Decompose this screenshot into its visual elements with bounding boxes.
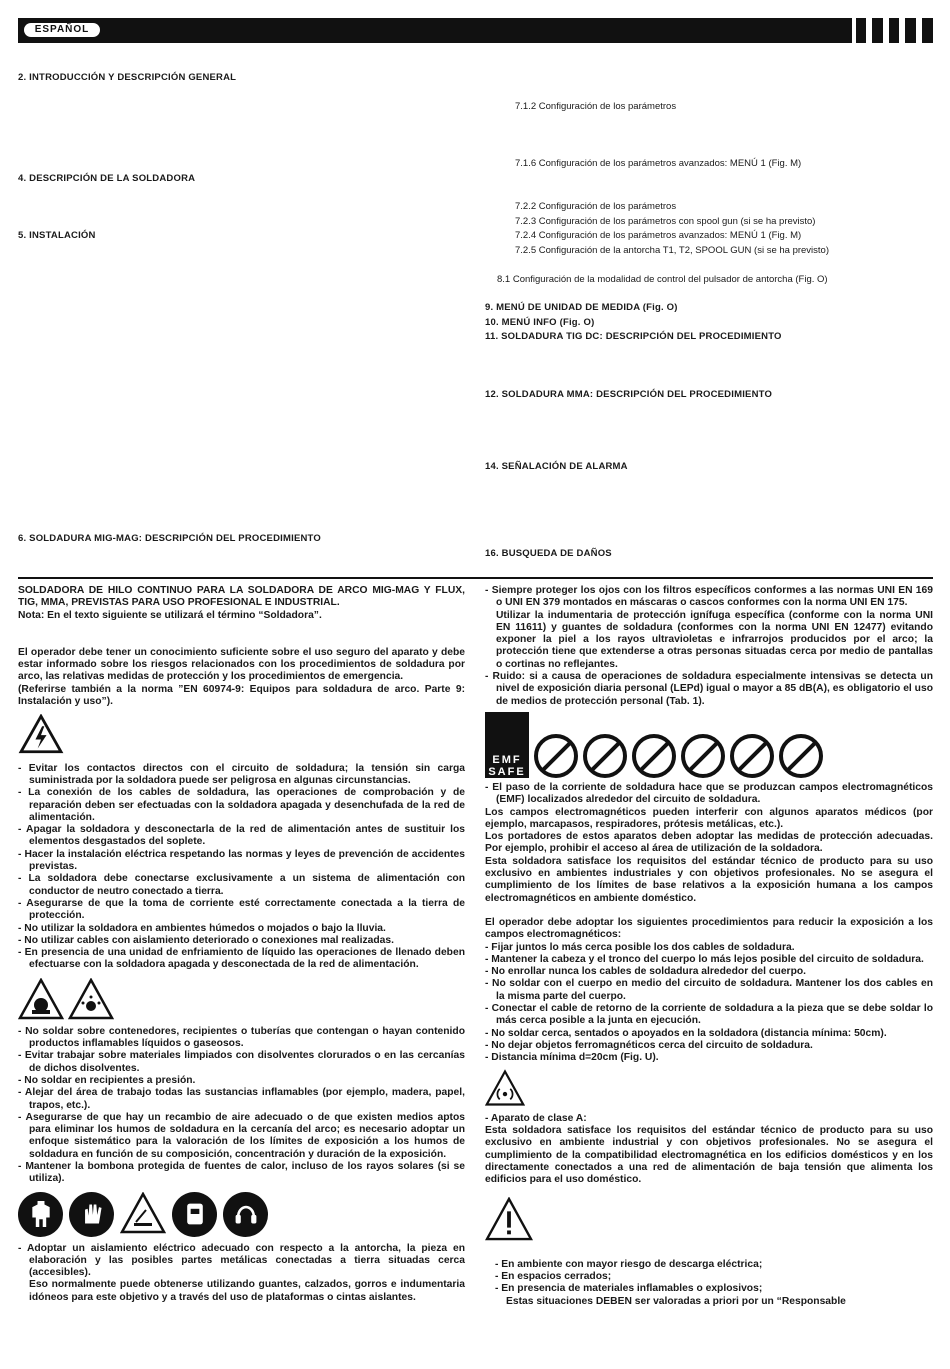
list-item: - Asegurarse de que la toma de corriente esté correctamente conectada a la tierra de protección. <box>18 897 465 922</box>
radiation-warning-icon <box>485 1069 525 1107</box>
fire-warning-icons <box>18 978 465 1020</box>
toc-subitem: 7.1.2 Configuración de los parámetros <box>515 101 677 112</box>
toc-subitem: 7.2.2 Configuración de los parámetros <box>515 201 677 212</box>
toc-item: 10. MENÚ INFO (Fig. O) <box>485 317 595 328</box>
list-item: - Asegurarse de que hay un recambio de aire adecuado o de que existen medios aptos para eliminar los humos de soldadura en la cercanía del arco; es necesario adoptar un enfoque sistemático para la valoración de los límites de exposición a los humos de soldadura en función de su composición, concentración y duración de la exposición. <box>18 1111 465 1160</box>
welding-mask-icon <box>172 1192 217 1237</box>
list-item: - La conexión de los cables de soldadura, las operaciones de comprobación y de reparación deben ser efectuadas con la soldadora apagada y desenchufada de la red de alimentación. <box>18 787 465 823</box>
left-column <box>18 585 465 1304</box>
toc-item: 16. BUSQUEDA DE DAÑOS <box>485 548 612 559</box>
toc-subitem: 7.2.4 Configuración de los parámetros avanzados: MENÚ 1 (Fig. M) <box>515 230 802 241</box>
toc-item: 5. INSTALACIÓN <box>18 230 96 241</box>
list-item: - Mantener la bombona protegida de fuentes de calor, incluso de los rayos solares (si se utiliza). <box>18 1160 465 1185</box>
list-item: - Evitar trabajar sobre materiales limpiados con disolventes clorurados o en las cercanías de dichos disolventes. <box>18 1050 465 1074</box>
no-metal-prosthesis-icon <box>632 734 676 778</box>
operator-paragraph: El operador debe tener un conocimiento suficiente sobre el uso seguro del aparato y debe estar informado sobre los riesgos relacionados con los procedimientos de soldadura por arco, las relativas medidas de protección y los procedimientos de emergencia. <box>18 646 465 683</box>
section-divider <box>18 577 933 579</box>
toc-item: 6. SOLDADURA MIG-MAG: DESCRIPCIÓN DEL PROCEDIMIENTO <box>18 533 321 544</box>
intro-title: SOLDADORA DE HILO CONTINUO PARA LA SOLDADORA DE ARCO MIG-MAG Y FLUX, TIG, MMA, PREVISTAS PARA USO PROFESIONAL E INDUSTRIAL. <box>18 585 465 609</box>
emf-safe-icon: EMF SAFE <box>485 712 529 778</box>
paragraph: Los portadores de estos aparatos deben adoptar las medidas de protección adecuadas. Por ejemplo, prohibir el acceso al área de utilización de la soldadora. <box>485 831 933 855</box>
list-item: - No soldar con el cuerpo en medio del circuito de soldadura. Mantener los dos cables en la misma parte del cuerpo. <box>485 978 933 1002</box>
no-pacemaker-icon <box>534 734 578 778</box>
list-item: - En ambiente con mayor riesgo de descarga eléctrica; <box>495 1258 763 1270</box>
no-tools-icon <box>730 734 774 778</box>
toc-subitem: 7.1.6 Configuración de los parámetros avanzados: MENÚ 1 (Fig. M) <box>515 158 802 169</box>
paragraph: Los campos electromagnéticos pueden interferir con algunos aparatos médicos (por ejemplo, marcapasos, respiradores, prótesis metálicas, etc.). <box>485 806 933 830</box>
list-item: - Conectar el cable de retorno de la corriente de soldadura a la pieza que se debe soldar lo más cerca posible a la junta en ejecución. <box>485 1003 933 1027</box>
list-item: - No dejar objetos ferromagnéticos cerca del circuito de soldadura. <box>485 1039 813 1051</box>
list-item: - No soldar sobre contenedores, recipientes o tuberías que contengan o hayan contenido productos inflamables líquidos o gaseosos. <box>18 1025 465 1050</box>
toc-item: 11. SOLDADURA TIG DC: DESCRIPCIÓN DEL PROCEDIMIENTO <box>485 331 782 342</box>
toc-subitem: 8.1 Configuración de la modalidad de control del pulsador de antorcha (Fig. O) <box>497 274 828 285</box>
toc-item: 4. DESCRIPCIÓN DE LA SOLDADORA <box>18 173 196 184</box>
welding-sparks-warning-icon <box>120 1192 166 1234</box>
paragraph: Utilizar la indumentaria de protección ignífuga específica (conforme con la norma UNI EN 11611) y guantes de soldadura (conformes con la norma UNI EN 12477) evitando exponer la piel a los rayos ultravioletas e infrarrojos producidos por el arco; la protección tiene que extenderse a otras personas situadas cerca por medio de pantallas o cortinas no reflejantes. <box>496 609 933 670</box>
no-heart-implant-icon <box>583 734 627 778</box>
header-stripes <box>852 18 932 43</box>
list-item: - La soldadora debe conectarse exclusivamente a un sistema de alimentación con conductor de neutro conectado a tierra. <box>18 873 465 897</box>
list-item: - No enrollar nunca los cables de soldadura alrededor del cuerpo. <box>485 966 807 978</box>
list-item: - Hacer la instalación eléctrica respetando las normas y leyes de prevención de accidentes previstas. <box>18 848 465 873</box>
list-item: - Aparato de clase A: <box>485 1112 587 1124</box>
list-item: - No utilizar cables con aislamiento deteriorado o conexiones mal realizadas. <box>18 934 394 946</box>
list-item: - Mantener la cabeza y el tronco del cuerpo lo más lejos posible del circuito de soldadura. <box>485 953 924 965</box>
paragraph: El operador debe adoptar los siguientes procedimientos para reducir la exposición a los campos electromagnéticos: <box>485 916 933 941</box>
list-item: - Alejar del área de trabajo todas las sustancias inflamables (por ejemplo, madera, papel, trapos, etc.). <box>18 1087 465 1111</box>
intro-note: Nota: En el texto siguiente se utilizará el término “Soldadora”. <box>18 609 322 621</box>
toc-item: 12. SOLDADURA MMA: DESCRIPCIÓN DEL PROCEDIMIENTO <box>485 389 773 400</box>
list-item: - En espacios cerrados; <box>495 1271 612 1283</box>
ppe-icons <box>18 1192 465 1237</box>
protective-clothing-icon <box>18 1192 63 1237</box>
list-item: - En presencia de materiales inflamables o explosivos; <box>495 1283 763 1295</box>
gloves-icon <box>69 1192 114 1237</box>
list-item: - Distancia mínima d=20cm (Fig. U). <box>485 1052 659 1064</box>
list-item: - No utilizar la soldadora en ambientes húmedos o mojados o bajo la lluvia. <box>18 922 386 934</box>
list-item: - Adoptar un aislamiento eléctrico adecuado con respecto a la antorcha, la pieza en elaboración y las posibles partes metálicas conectadas a tierra situadas cerca (accesibles). <box>18 1242 465 1279</box>
list-item: - No soldar cerca, sentados o apoyados en la soldadora (distancia mínima: 50cm). <box>485 1027 887 1039</box>
language-label: ESPAÑOL <box>24 23 100 37</box>
list-item: - Fijar juntos lo más cerca posible los dos cables de soldadura. <box>485 941 795 953</box>
paragraph: Estas situaciones DEBEN ser valoradas a priori por un “Responsable <box>506 1295 846 1307</box>
toc-item: 9. MENÚ DE UNIDAD DE MEDIDA (Fig. O) <box>485 302 678 313</box>
right-column <box>485 585 933 1308</box>
list-item: - El paso de la corriente de soldadura hace que se produzcan campos electromagnéticos (EMF) localizados alrededor del circuito de soldadura. <box>485 781 933 806</box>
header-bar <box>18 18 933 43</box>
paragraph: Eso normalmente puede obtenerse utilizando guantes, calzados, gorros e indumentaria idóneos para este objetivo y a través del uso de plataformas o cintas aislantes. <box>29 1279 465 1303</box>
toc-item: 14. SEÑALACIÓN DE ALARMA <box>485 461 628 472</box>
flammable-warning-icon <box>18 978 64 1020</box>
toc-subitem: 7.2.3 Configuración de los parámetros con spool gun (si se ha previsto) <box>515 216 816 227</box>
list-item: - Evitar los contactos directos con el circuito de soldadura; la tensión sin carga suministrada por la soldadora puede ser peligrosa en algunas circunstancias. <box>18 762 465 786</box>
electric-shock-warning-icon <box>18 714 64 754</box>
list-item: - Apagar la soldadora y desconectarla de la red de alimentación antes de sustituir los elementos desgastados del soplete. <box>18 824 465 848</box>
list-item: - En presencia de una unidad de enfriamiento de líquido las operaciones de llenado deben efectuarse con la soldadora apagada y desconectada de la red de alimentación. <box>18 947 465 971</box>
no-watch-icon <box>779 734 823 778</box>
paragraph: Esta soldadora satisface los requisitos del estándar técnico de producto para su uso exclusivo en ambiente industrial y con objetivos profesionales. No se asegura el cumplimiento de la compatibilidad electromagnética en los edificios domésticos y en los directamente conectados a una red de alimentación de baja tensión que alimenta los edificios para el uso doméstico. <box>485 1125 933 1186</box>
toc-subitem: 7.2.5 Configuración de la antorcha T1, T2, SPOOL GUN (si se ha previsto) <box>515 245 830 256</box>
operator-reference: (Referirse también a la norma ”EN 60974-9: Equipos para soldadura de arco. Parte 9: Instalación y uso”). <box>18 683 465 708</box>
paragraph: Esta soldadora satisface los requisitos del estándar técnico de producto para su uso exclusivo en ambientes industriales y con objetivos profesionales. No se asegura el cumplimiento de los límites de base relativos a la exposición humana a los campos electromagnéticos en ambiente doméstico. <box>485 855 933 904</box>
toc-item: 2. INTRODUCCIÓN Y DESCRIPCIÓN GENERAL <box>18 72 237 83</box>
emf-icons <box>485 712 933 778</box>
list-item: - Siempre proteger los ojos con los filtros específicos conformes a las normas UNI EN 169 o UNI EN 379 montados en máscaras o cascos conformes con la norma UNI EN 175. <box>485 585 933 609</box>
list-item: - Ruido: si a causa de operaciones de soldadura especialmente intensivas se detecta un nivel de exposición diaria personal (LEPd) igual o mayor a 85 dB(A), es obligatorio el uso de medios de protección personal (Tab. 1). <box>485 671 933 707</box>
explosive-warning-icon <box>68 978 114 1020</box>
list-item: - No soldar en recipientes a presión. <box>18 1074 196 1086</box>
ear-protection-icon <box>223 1192 268 1237</box>
general-warning-icon <box>485 1197 533 1241</box>
no-medical-device-icon <box>681 734 725 778</box>
